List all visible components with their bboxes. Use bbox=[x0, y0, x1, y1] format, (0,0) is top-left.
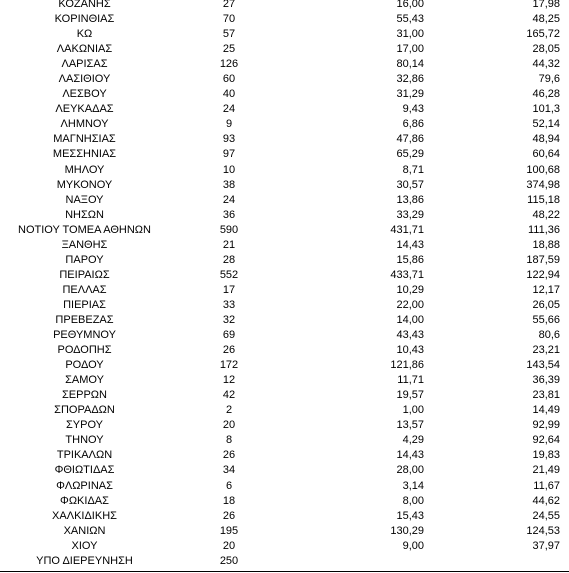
table-row bbox=[0, 238, 569, 253]
rate-cell: 92,99 bbox=[532, 419, 560, 432]
cases-count-cell: 6 bbox=[225, 479, 233, 492]
average-cell: 65,29 bbox=[396, 148, 424, 161]
region-name-cell: ΜΗΛΟΥ bbox=[64, 163, 105, 176]
rate-cell: 52,14 bbox=[532, 118, 560, 131]
table-row bbox=[0, 72, 569, 87]
table-row bbox=[0, 343, 569, 358]
table-row bbox=[0, 313, 569, 328]
cases-count-cell: 97 bbox=[222, 148, 236, 161]
table-row bbox=[0, 433, 569, 448]
rate-cell: 101,3 bbox=[532, 103, 560, 116]
table-row bbox=[0, 57, 569, 72]
region-name-cell: ΠΕΙΡΑΙΩΣ bbox=[59, 268, 110, 281]
cases-count-cell: 552 bbox=[219, 268, 239, 281]
cases-count-cell: 21 bbox=[222, 238, 236, 251]
average-cell: 13,86 bbox=[396, 193, 424, 206]
rate-cell: 24,55 bbox=[532, 509, 560, 522]
cases-count-cell: 26 bbox=[222, 509, 236, 522]
table-row bbox=[0, 268, 569, 283]
table-row bbox=[0, 554, 569, 569]
region-name-cell: ΠΡΕΒΕΖΑΣ bbox=[55, 313, 114, 326]
average-cell: 6,86 bbox=[402, 118, 424, 131]
average-cell: 9,00 bbox=[402, 539, 424, 552]
region-name-cell: ΚΟΡΙΝΘΙΑΣ bbox=[54, 13, 115, 26]
table-row bbox=[0, 494, 569, 509]
region-name-cell: ΦΩΚΙΔΑΣ bbox=[60, 494, 109, 507]
region-name-cell: ΠΙΕΡΙΑΣ bbox=[63, 298, 106, 311]
rate-cell: 44,62 bbox=[532, 494, 560, 507]
rate-cell: 48,25 bbox=[532, 13, 560, 26]
cases-count-cell: 20 bbox=[222, 419, 236, 432]
region-name-cell: ΡΟΔΟΥ bbox=[65, 359, 104, 372]
average-cell: 10,43 bbox=[396, 344, 424, 357]
cases-count-cell: 69 bbox=[222, 329, 236, 342]
table-row bbox=[0, 403, 569, 418]
average-cell: 4,29 bbox=[402, 434, 424, 447]
table-row bbox=[0, 27, 569, 42]
region-name-cell: ΣΠΟΡΑΔΩΝ bbox=[54, 404, 115, 417]
average-cell: 31,00 bbox=[396, 28, 424, 41]
cases-count-cell: 38 bbox=[222, 178, 236, 191]
region-name-cell: ΣΕΡΡΩΝ bbox=[62, 389, 107, 402]
cases-count-cell: 42 bbox=[222, 389, 236, 402]
region-name-cell: ΛΑΡΙΣΑΣ bbox=[61, 58, 108, 71]
region-name-cell: ΦΘΙΩΤΙΔΑΣ bbox=[54, 464, 115, 477]
region-name-cell: ΦΛΩΡΙΝΑΣ bbox=[56, 479, 113, 492]
table-row bbox=[0, 178, 569, 193]
cases-count-cell: 26 bbox=[222, 449, 236, 462]
region-name-cell: ΝΟΤΙΟΥ ΤΟΜΕΑ ΑΘΗΝΩΝ bbox=[18, 223, 151, 236]
average-cell: 80,14 bbox=[396, 58, 424, 71]
table-row bbox=[0, 42, 569, 57]
region-name-cell: ΛΑΚΩΝΙΑΣ bbox=[56, 43, 113, 56]
table-row bbox=[0, 358, 569, 373]
cases-count-cell: 20 bbox=[222, 539, 236, 552]
rate-cell: 100,68 bbox=[526, 163, 560, 176]
average-cell: 47,86 bbox=[396, 133, 424, 146]
average-cell: 10,29 bbox=[396, 283, 424, 296]
cases-count-cell: 36 bbox=[222, 208, 236, 221]
average-cell: 15,86 bbox=[396, 253, 424, 266]
table-row bbox=[0, 147, 569, 162]
region-name-cell: ΝΑΞΟΥ bbox=[65, 193, 104, 206]
cases-count-cell: 57 bbox=[222, 28, 236, 41]
region-name-cell: ΤΗΝΟΥ bbox=[65, 434, 104, 447]
table-row bbox=[0, 418, 569, 433]
table-row bbox=[0, 12, 569, 27]
average-cell: 30,57 bbox=[396, 178, 424, 191]
region-name-cell: ΜΕΣΣΗΝΙΑΣ bbox=[52, 148, 117, 161]
table-row bbox=[0, 283, 569, 298]
region-name-cell: ΛΗΜΝΟΥ bbox=[60, 118, 109, 131]
rate-cell: 28,05 bbox=[532, 43, 560, 56]
region-name-cell: ΚΟΖΑΝΗΣ bbox=[58, 0, 111, 10]
cases-count-cell: 17 bbox=[222, 283, 236, 296]
table-row bbox=[0, 102, 569, 117]
average-cell: 13,57 bbox=[396, 419, 424, 432]
rate-cell: 55,66 bbox=[532, 313, 560, 326]
average-cell: 9,43 bbox=[402, 103, 424, 116]
average-cell: 55,43 bbox=[396, 13, 424, 26]
cases-count-cell: 32 bbox=[222, 313, 236, 326]
average-cell: 121,86 bbox=[390, 359, 424, 372]
average-cell: 16,00 bbox=[396, 0, 424, 10]
table-row bbox=[0, 298, 569, 313]
table-row bbox=[0, 539, 569, 554]
rate-cell: 11,67 bbox=[533, 479, 560, 492]
cases-count-cell: 60 bbox=[222, 73, 236, 86]
table-row bbox=[0, 87, 569, 102]
cases-count-cell: 18 bbox=[222, 494, 236, 507]
rate-cell: 46,28 bbox=[532, 88, 560, 101]
region-name-cell: ΞΑΝΘΗΣ bbox=[61, 238, 108, 251]
table-row bbox=[0, 208, 569, 223]
rate-cell: 374,98 bbox=[526, 178, 560, 191]
table-row bbox=[0, 0, 569, 12]
rate-cell: 48,22 bbox=[532, 208, 560, 221]
table-row bbox=[0, 479, 569, 494]
region-name-cell: ΛΑΣΙΘΙΟΥ bbox=[58, 73, 111, 86]
region-name-cell: ΠΑΡΟΥ bbox=[65, 253, 104, 266]
cases-count-cell: 250 bbox=[219, 554, 239, 567]
average-cell: 17,00 bbox=[396, 43, 424, 56]
region-name-cell: ΜΑΓΝΗΣΙΑΣ bbox=[53, 133, 116, 146]
average-cell: 8,00 bbox=[402, 494, 424, 507]
rate-cell: 79,6 bbox=[538, 73, 560, 86]
table-row bbox=[0, 163, 569, 178]
cases-count-cell: 10 bbox=[222, 163, 236, 176]
table-row bbox=[0, 509, 569, 524]
cases-count-cell: 33 bbox=[222, 298, 236, 311]
cases-count-cell: 9 bbox=[225, 118, 233, 131]
rate-cell: 17,98 bbox=[532, 0, 560, 10]
cases-count-cell: 28 bbox=[222, 253, 236, 266]
region-name-cell: ΠΕΛΛΑΣ bbox=[62, 283, 107, 296]
rate-cell: 143,54 bbox=[526, 359, 560, 372]
cases-count-cell: 25 bbox=[222, 43, 236, 56]
average-cell: 28,00 bbox=[396, 464, 424, 477]
rate-cell: 48,94 bbox=[532, 133, 560, 146]
region-name-cell: ΧΙΟΥ bbox=[71, 539, 98, 552]
rate-cell: 23,81 bbox=[532, 389, 560, 402]
average-cell: 33,29 bbox=[396, 208, 424, 221]
average-cell: 3,14 bbox=[402, 479, 424, 492]
rate-cell: 80,6 bbox=[538, 329, 560, 342]
average-cell: 14,00 bbox=[396, 313, 424, 326]
cases-count-cell: 126 bbox=[219, 58, 239, 71]
rate-cell: 26,05 bbox=[532, 298, 560, 311]
rate-cell: 60,64 bbox=[532, 148, 560, 161]
rate-cell: 115,18 bbox=[527, 193, 560, 206]
rate-cell: 21,49 bbox=[532, 464, 560, 477]
region-name-cell: ΥΠΟ ΔΙΕΡΕΥΝΗΣΗ bbox=[36, 554, 133, 567]
table-row bbox=[0, 253, 569, 268]
cases-count-cell: 26 bbox=[222, 344, 236, 357]
region-name-cell: ΡΟΔΟΠΗΣ bbox=[57, 344, 112, 357]
region-name-cell: ΝΗΣΩΝ bbox=[65, 208, 104, 221]
cases-count-cell: 93 bbox=[222, 133, 236, 146]
average-cell: 15,43 bbox=[396, 509, 424, 522]
region-name-cell: ΛΕΥΚΑΔΑΣ bbox=[55, 103, 114, 116]
region-name-cell: ΚΩ bbox=[76, 28, 93, 41]
cases-count-cell: 24 bbox=[222, 103, 236, 116]
table-row bbox=[0, 448, 569, 463]
region-name-cell: ΧΑΛΚΙΔΙΚΗΣ bbox=[52, 509, 117, 522]
cases-count-cell: 34 bbox=[222, 464, 236, 477]
cases-count-cell: 195 bbox=[219, 524, 239, 537]
average-cell: 19,57 bbox=[396, 389, 424, 402]
average-cell: 130,29 bbox=[390, 524, 424, 537]
rate-cell: 165,72 bbox=[526, 28, 560, 41]
table-bottom-border bbox=[0, 571, 569, 572]
average-cell: 433,71 bbox=[390, 268, 424, 281]
cases-count-cell: 27 bbox=[222, 0, 236, 10]
rate-cell: 111,36 bbox=[527, 223, 560, 236]
rate-cell: 124,53 bbox=[526, 524, 560, 537]
table-row bbox=[0, 328, 569, 343]
average-cell: 11,71 bbox=[397, 374, 424, 387]
rate-cell: 92,64 bbox=[532, 434, 560, 447]
table-row bbox=[0, 117, 569, 132]
rate-cell: 18,88 bbox=[532, 238, 560, 251]
rate-cell: 36,39 bbox=[532, 374, 560, 387]
region-name-cell: ΣΥΡΟΥ bbox=[65, 419, 103, 432]
region-name-cell: ΤΡΙΚΑΛΩΝ bbox=[56, 449, 113, 462]
table-row bbox=[0, 373, 569, 388]
cases-count-cell: 70 bbox=[222, 13, 236, 26]
average-cell: 14,43 bbox=[396, 238, 424, 251]
region-name-cell: ΛΕΣΒΟΥ bbox=[62, 88, 107, 101]
table-row bbox=[0, 388, 569, 403]
average-cell: 31,29 bbox=[396, 88, 424, 101]
rate-cell: 37,97 bbox=[532, 539, 560, 552]
average-cell: 1,00 bbox=[402, 404, 424, 417]
table-row bbox=[0, 193, 569, 208]
table-row bbox=[0, 463, 569, 478]
rate-cell: 44,32 bbox=[532, 58, 560, 71]
cases-count-cell: 2 bbox=[225, 404, 233, 417]
average-cell: 43,43 bbox=[396, 329, 424, 342]
rate-cell: 122,94 bbox=[526, 268, 560, 281]
average-cell: 431,71 bbox=[390, 223, 424, 236]
table-row bbox=[0, 132, 569, 147]
cases-count-cell: 40 bbox=[222, 88, 236, 101]
average-cell: 14,43 bbox=[396, 449, 424, 462]
cases-count-cell: 8 bbox=[225, 434, 233, 447]
average-cell: 22,00 bbox=[396, 298, 424, 311]
region-name-cell: ΡΕΘΥΜΝΟΥ bbox=[53, 329, 116, 342]
cases-count-cell: 24 bbox=[222, 193, 236, 206]
region-name-cell: ΜΥΚΟΝΟΥ bbox=[56, 178, 113, 191]
region-name-cell: ΧΑΝΙΩΝ bbox=[63, 524, 106, 537]
cases-count-cell: 172 bbox=[219, 359, 239, 372]
rate-cell: 23,21 bbox=[532, 344, 560, 357]
rate-cell: 14,49 bbox=[532, 404, 560, 417]
table-row bbox=[0, 223, 569, 238]
average-cell: 32,86 bbox=[396, 73, 424, 86]
table-row bbox=[0, 524, 569, 539]
average-cell: 8,71 bbox=[402, 163, 424, 176]
cases-count-cell: 590 bbox=[219, 223, 239, 236]
rate-cell: 19,83 bbox=[532, 449, 560, 462]
rate-cell: 187,59 bbox=[526, 253, 560, 266]
region-name-cell: ΣΑΜΟΥ bbox=[65, 374, 104, 387]
rate-cell: 12,17 bbox=[532, 283, 560, 296]
cases-count-cell: 12 bbox=[222, 374, 236, 387]
